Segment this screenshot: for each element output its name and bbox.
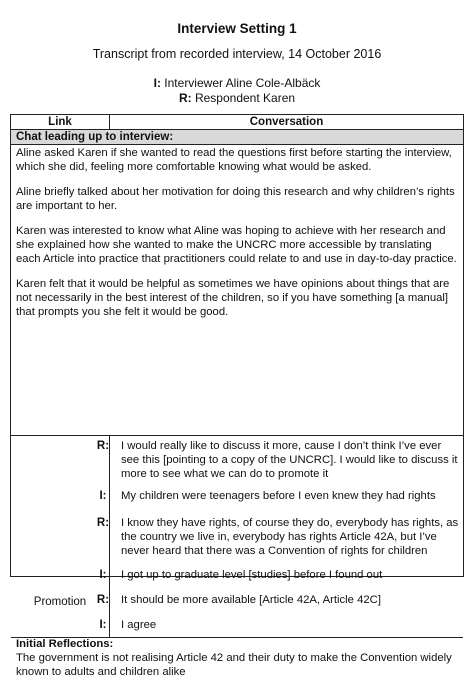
reflections-text: The government is not realising Article 42 and their duty to make the Convention widely known to adults and children alike — [16, 652, 452, 678]
speaker-code: R: — [96, 440, 110, 452]
transcript-table — [10, 114, 464, 678]
column-divider — [109, 436, 110, 637]
document-subtitle: Transcript from recorded interview, 14 October 2016 — [92, 47, 382, 61]
utterance: I know they have rights, of course they do, everybody has rights, as the country we live in, everybody has rights Article 42A, but I’ve never heard that there was a Convention of rights for children — [121, 517, 459, 557]
chat-paragraph: Karen felt that it would be helpful as sometimes we have opinions about things that are not necessarily in the best interest of the children, so if you have something [a manual] that prompts you she felt it would be good. — [16, 278, 450, 318]
speaker-code: R: — [96, 517, 110, 529]
chat-paragraph: Aline asked Karen if she wanted to read the questions first before starting the interview, which she did, feeling more comfortable knowing what would be asked. — [16, 147, 452, 173]
utterance: My children were teenagers before I even knew they had rights — [121, 490, 436, 502]
chat-paragraph: Karen was interested to know what Aline was hoping to achieve with her research and she explained how she wanted to make the UNCRC more accessible by translating each Article into practice that practitioners could relate to and use in day-to-day practice. — [16, 225, 457, 265]
speaker-code: I: — [99, 490, 107, 502]
respondent-code: R: — [178, 91, 192, 105]
utterance: I got up to graduate level [studies] before I found out — [121, 569, 383, 581]
column-header-link: Link — [11, 115, 110, 129]
speaker-code: I: — [99, 569, 107, 581]
respondent-line — [0, 91, 474, 105]
initial-reflections — [16, 637, 458, 679]
speaker-code: R: — [96, 594, 110, 606]
reflections-title: Initial Reflections: — [16, 638, 114, 650]
conversation-block — [11, 435, 463, 638]
utterance: It should be more available [Article 42A, Article 42C] — [121, 594, 381, 606]
respondent-name: Respondent Karen — [194, 91, 296, 105]
interviewer-code: I: — [153, 76, 161, 90]
speaker-code: I: — [99, 619, 107, 631]
link-label: Promotion — [33, 596, 87, 608]
chat-paragraphs — [16, 146, 458, 330]
table-header — [11, 115, 463, 130]
utterance: I agree — [121, 619, 157, 631]
interviewer-line — [0, 76, 474, 90]
interviewer-name: Interviewer Aline Cole-Albäck — [164, 76, 321, 90]
chat-paragraph: Aline briefly talked about her motivation for doing this research and why children’s rights are important to her. — [16, 186, 455, 212]
document-title: Interview Setting 1 — [177, 21, 297, 36]
utterance: I would really like to discuss it more, cause I don’t think I’ve ever see this [pointing to a copy of the UNCRC]. I would like to discuss it more to see what we can do to promote it — [121, 440, 458, 480]
section-heading-chat: Chat leading up to interview: — [11, 130, 463, 145]
column-header-conversation: Conversation — [249, 116, 324, 128]
